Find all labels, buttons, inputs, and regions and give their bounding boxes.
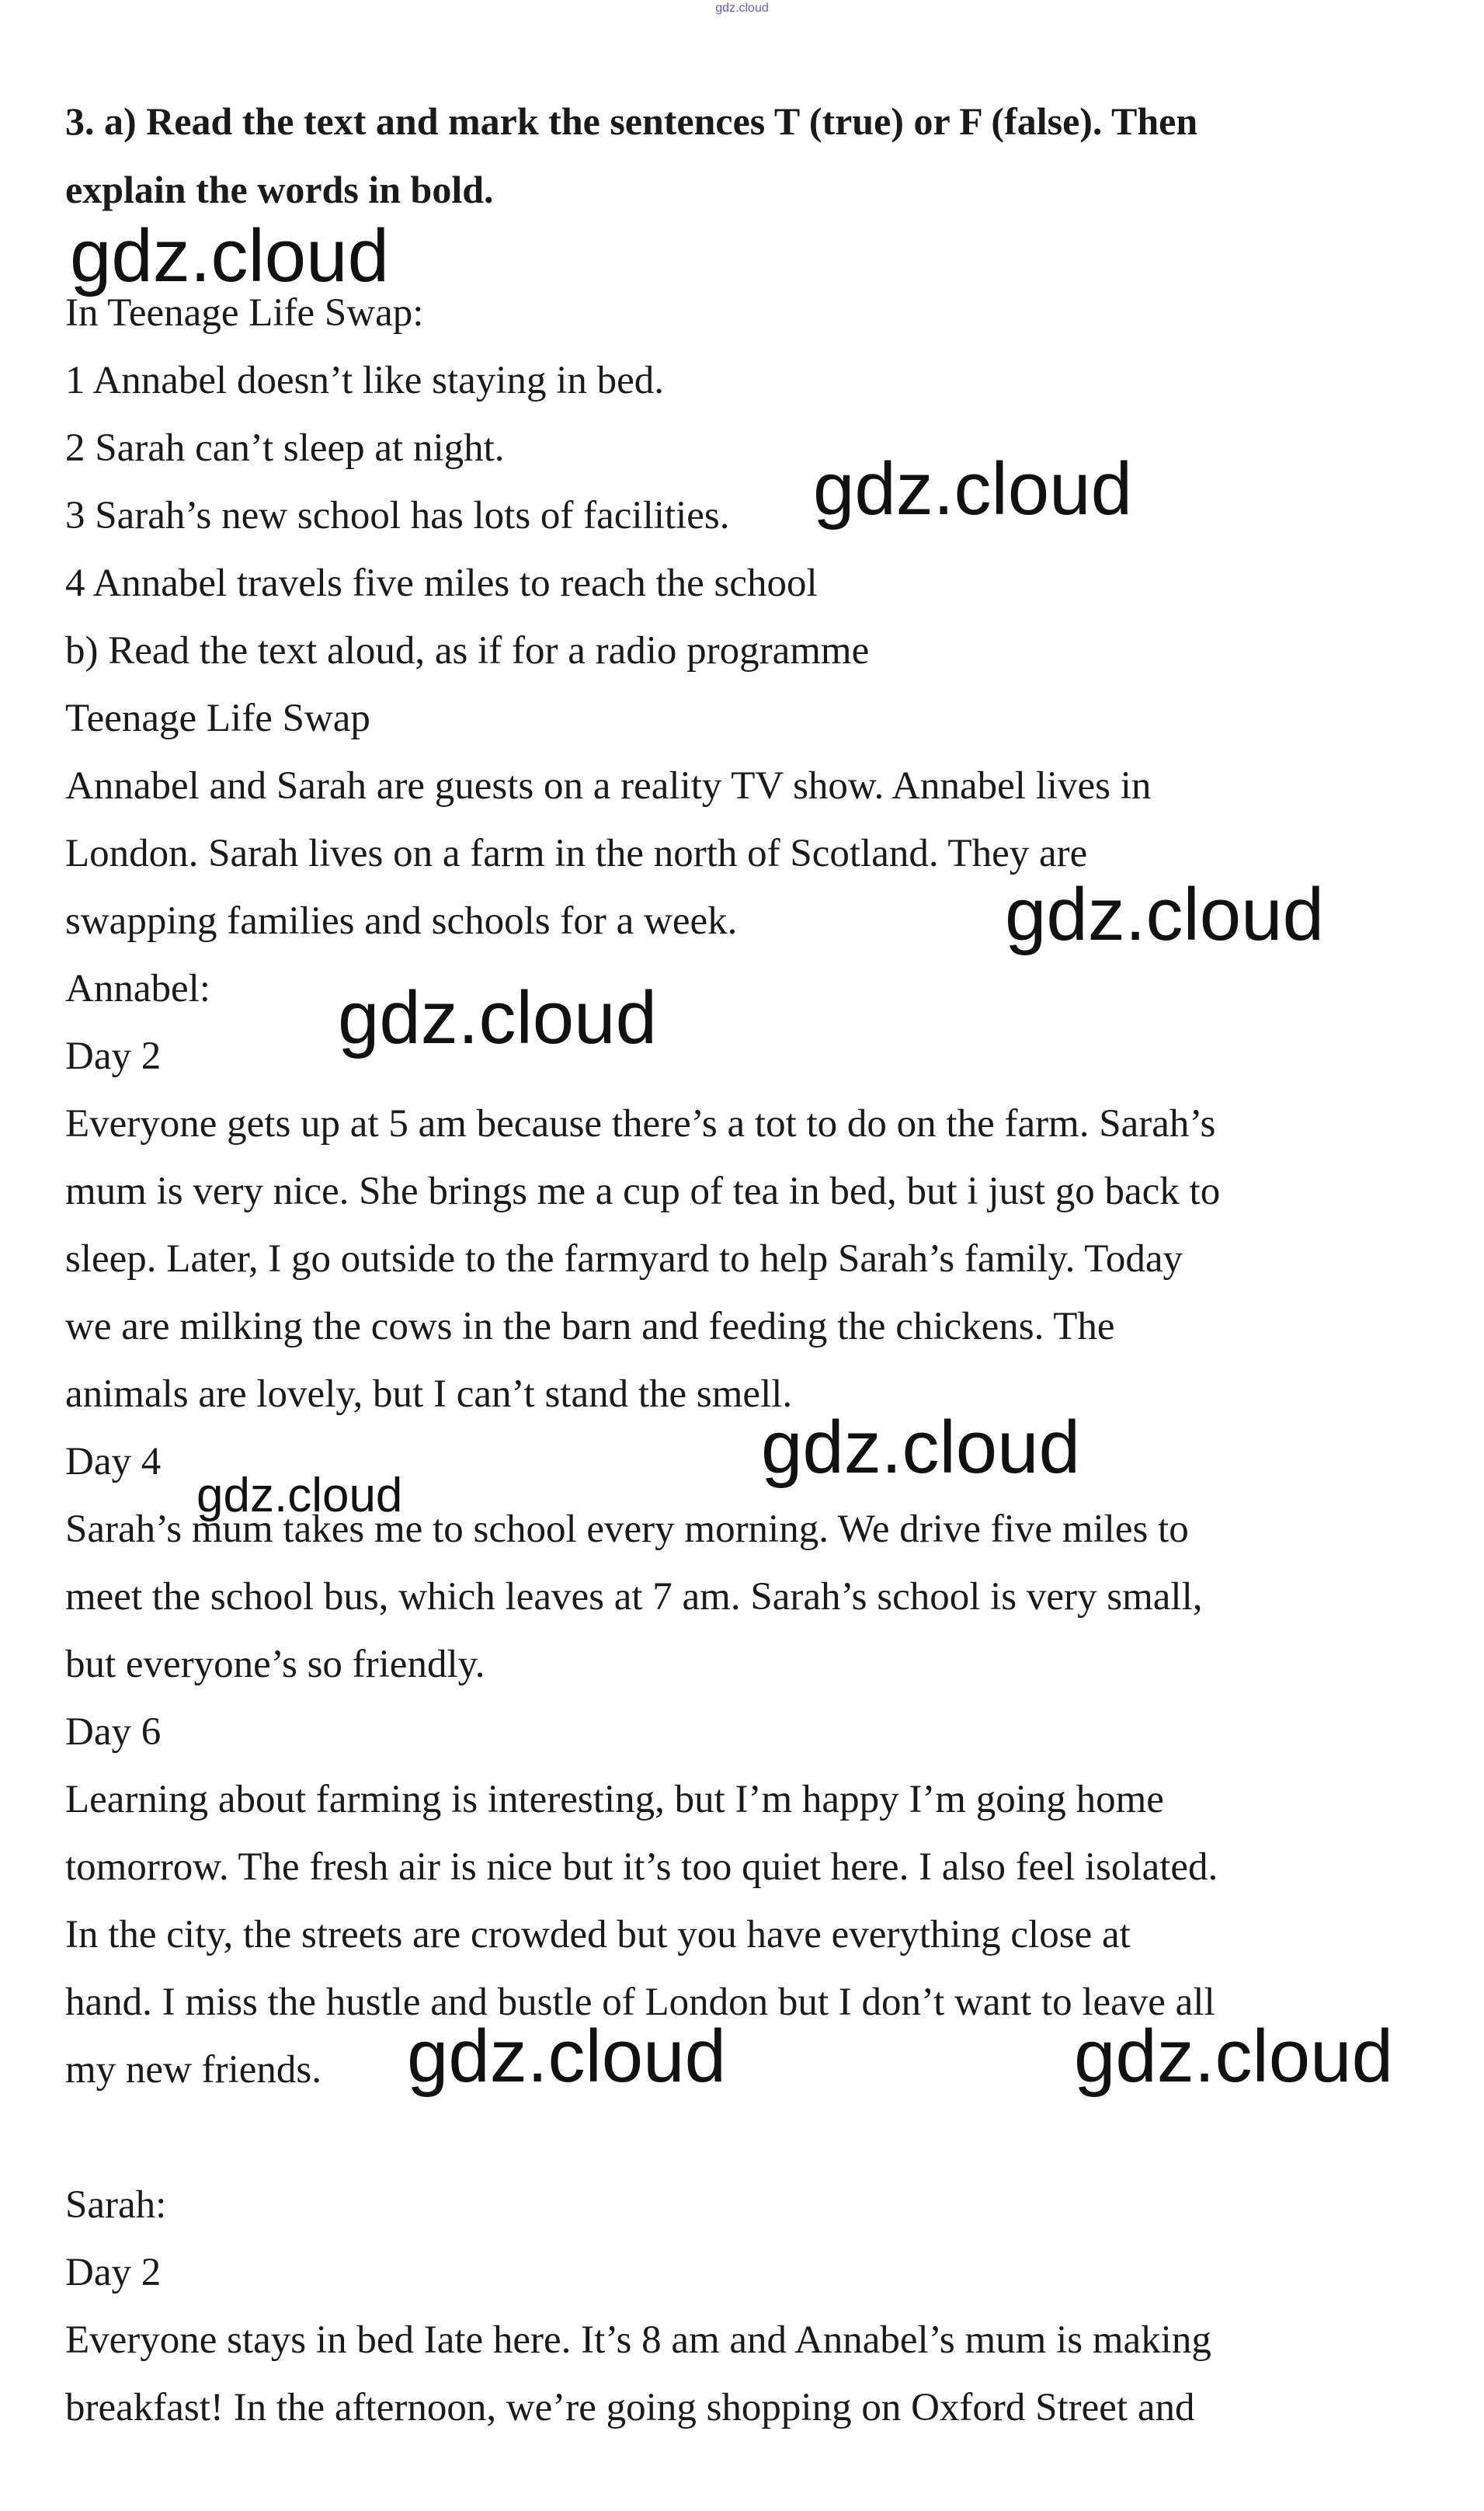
text-line: meet the school bus, which leaves at 7 am. Sarah’s school is very small, [65,1575,1203,1619]
text-line: In the city, the streets are crowded but you have everything close at [65,1913,1131,1956]
blank-line [65,2104,1432,2172]
text-line: Annabel: [65,967,210,1010]
text-line: breakfast! In the afternoon, we’re going shopping on Oxford Street and [65,2386,1195,2429]
watermark: gdz.cloud [761,1406,1080,1489]
text-line: 3 Sarah’s new school has lots of facilities. [65,494,730,537]
text-line: but everyone’s so friendly. [65,1643,485,1686]
text-line: London. Sarah lives on a farm in the north of Scotland. They are [65,832,1088,875]
text-line: animals are lovely, but I can’t stand the smell. [65,1372,793,1416]
watermark: gdz.cloud [70,214,389,297]
text-line: In Teenage Life Swap: [65,291,424,335]
watermark: gdz.cloud [1005,873,1324,956]
watermark: gdz.cloud [196,1469,403,1522]
text-line: b) Read the text aloud, as if for a radio programme [65,629,870,673]
text-line: mum is very nice. She brings me a cup of tea in bed, but i just go back to [65,1170,1221,1213]
text-line: Teenage Life Swap [65,697,370,740]
text-line: Sarah’s mum takes me to school every morning. We drive five miles to [65,1508,1189,1551]
text-line: sleep. Later, I go outside to the farmyard to help Sarah’s family. Today [65,1237,1183,1281]
text-line: Day 6 [65,1710,162,1754]
text-line: my new friends. [65,2048,322,2092]
top-watermark: gdz.cloud [715,2,769,15]
text-line: 2 Sarah can’t sleep at night. [65,426,505,470]
exercise-heading-line-2: explain the words in bold. [65,168,494,211]
watermark: gdz.cloud [407,2015,726,2098]
text-line: Sarah: [65,2183,167,2227]
text-line: Day 4 [65,1440,162,1483]
text-line: tomorrow. The fresh air is nice but it’s too quiet here. I also feel isolated. [65,1845,1218,1889]
text-line: 4 Annabel travels five miles to reach the school [65,562,818,605]
text-line: Learning about farming is interesting, but I’m happy I’m going home [65,1778,1164,1821]
watermark: gdz.cloud [813,447,1132,530]
exercise-heading-line-1: 3. a) Read the text and mark the sentences T (true) or F (false). Then [65,99,1198,143]
text-line: swapping families and schools for a week. [65,899,738,943]
text-line: Day 2 [65,2251,162,2294]
text-line: hand. I miss the hustle and bustle of London but I don’t want to leave all [65,1981,1215,2024]
text-line: 1 Annabel doesn’t like staying in bed. [65,359,665,402]
text-line: Annabel and Sarah are guests on a reality TV show. Annabel lives in [65,764,1152,808]
text-line: Everyone stays in bed Iate here. It’s 8 am and Annabel’s mum is making [65,2318,1211,2362]
watermark: gdz.cloud [338,976,657,1059]
text-line: we are milking the cows in the barn and feeding the chickens. The [65,1305,1115,1348]
text-line: Everyone gets up at 5 am because there’s a tot to do on the farm. Sarah’s [65,1102,1216,1146]
text-line: Day 2 [65,1035,162,1078]
watermark: gdz.cloud [1074,2015,1393,2098]
